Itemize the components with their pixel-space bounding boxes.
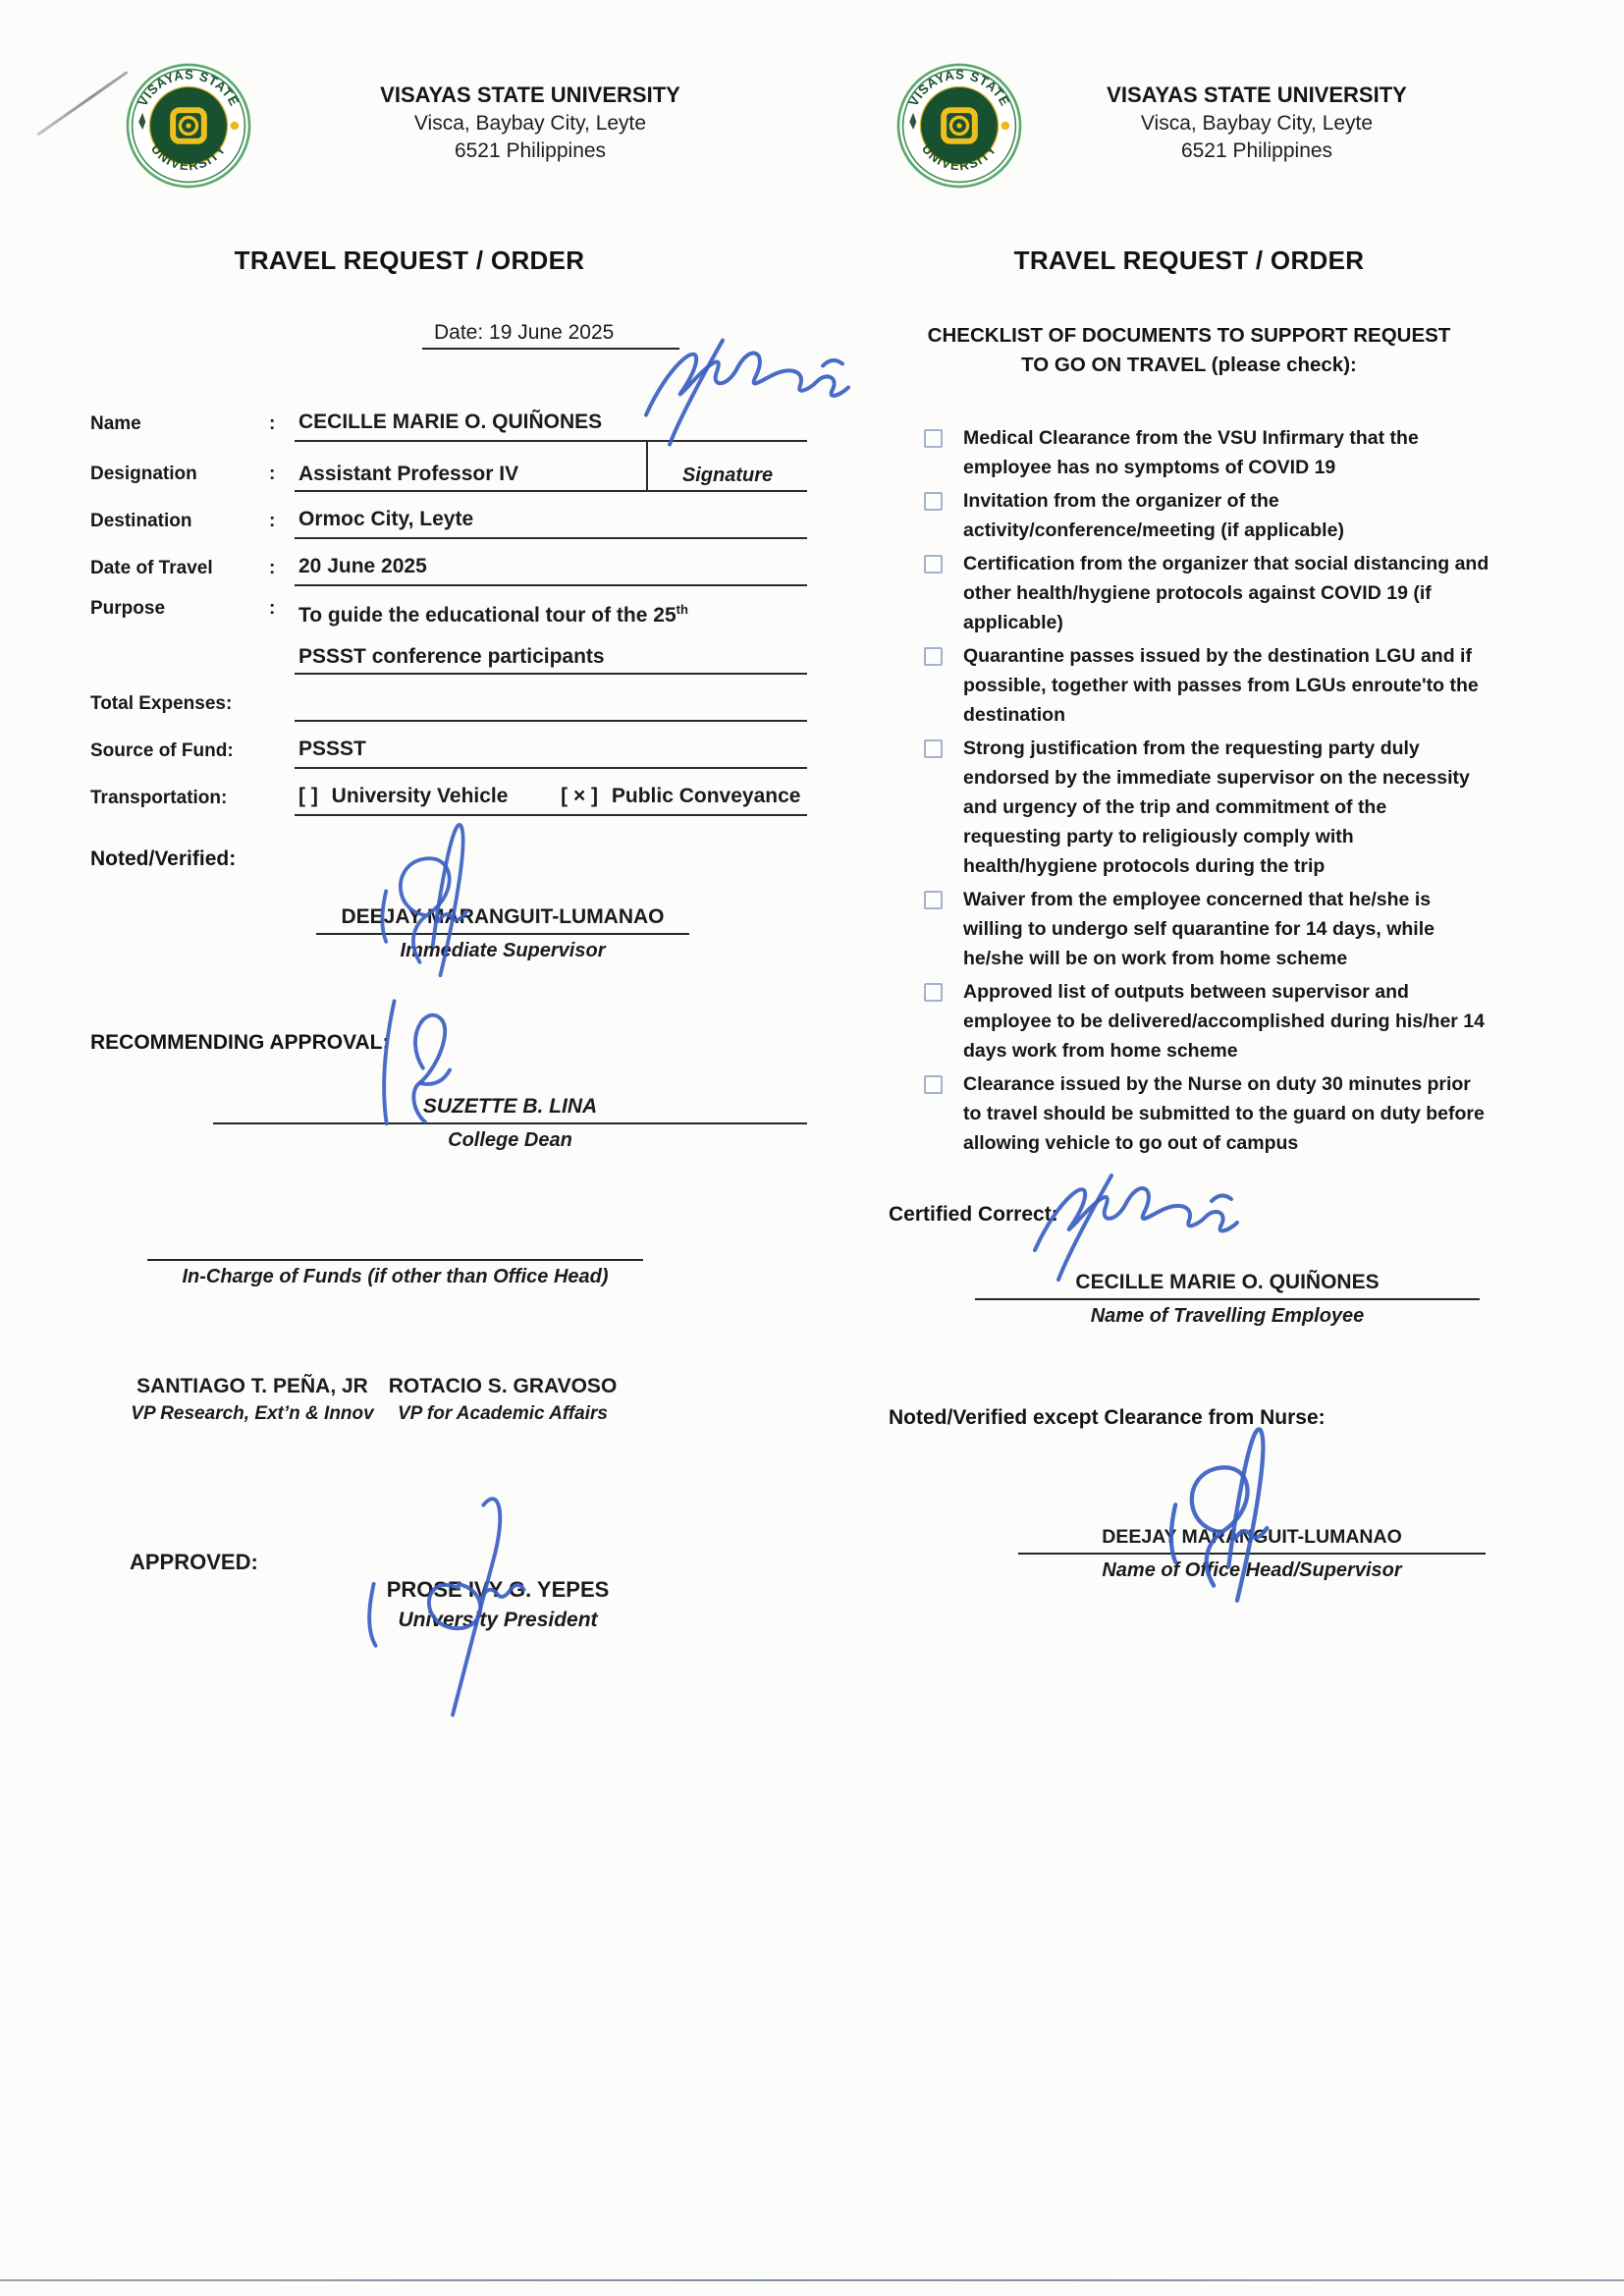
- vsu-seal-logo: [124, 61, 253, 191]
- date-field: Date: 19 June 2025: [422, 321, 679, 350]
- certified-correct-label: Certified Correct:: [889, 1203, 1058, 1226]
- checklist-item: Invitation from the organizer of the activity/conference/meeting (if applicable): [924, 486, 1489, 545]
- checklist-item: Certification from the organizer that social distancing and other health/hygiene protocols against COVID 19 (if applicable): [924, 549, 1489, 637]
- colon: :: [269, 464, 276, 484]
- right-header: [889, 61, 1489, 191]
- university-postal: 6521 Philippines: [1180, 139, 1333, 162]
- president-signature: [360, 1484, 547, 1729]
- colon: :: [269, 413, 276, 434]
- letterhead: [1024, 61, 1489, 163]
- university-address: Visca, Baybay City, Leyte: [413, 112, 647, 135]
- checklist-item: Strong justification from the requesting party duly endorsed by the immediate supervisor on the necessity and urgency of the trip and commitment of the requesting party to religiously comply with health/hygiene protocols during the trip: [924, 734, 1489, 881]
- checklist-heading: CHECKLIST OF DOCUMENTS TO SUPPORT REQUEST TO GO ON TRAVEL (please check):: [927, 324, 1451, 376]
- transportation-label: Transportation:: [90, 788, 228, 808]
- source-of-fund-label: Source of Fund:: [90, 740, 234, 761]
- university-postal: 6521 Philippines: [454, 139, 607, 162]
- checkbox-icon: [924, 429, 943, 448]
- funds-in-charge-block: [147, 1246, 643, 1288]
- name-label: Name: [90, 413, 141, 434]
- university-name: VISAYAS STATE UNIVERSITY: [1107, 82, 1407, 107]
- university-vehicle-checkbox: [ ]: [298, 785, 318, 807]
- funds-title: In-Charge of Funds (if other than Office Head): [182, 1266, 609, 1287]
- noted-verified-label: Noted/Verified:: [90, 847, 237, 870]
- president-title: University President: [398, 1609, 598, 1631]
- form-title: TRAVEL REQUEST / ORDER: [1013, 246, 1365, 275]
- employee-signature-block: [975, 1270, 1480, 1328]
- vp-row: [90, 1375, 807, 1444]
- field-row-transportation: [90, 769, 807, 816]
- checklist-item: Clearance issued by the Nurse on duty 30 minutes prior to travel should be submitted to the guard on duty before allowing vehicle to go out of campus: [924, 1069, 1489, 1158]
- colon: :: [269, 511, 276, 531]
- total-expenses-value: [295, 690, 807, 722]
- funds-signature-line: [147, 1246, 643, 1261]
- field-row-source-of-fund: [90, 722, 807, 769]
- field-row-designation: [90, 442, 807, 492]
- checklist-item: Approved list of outputs between supervisor and employee to be delivered/accomplished during his/her 14 days work from home scheme: [924, 977, 1489, 1066]
- purpose-value-line1: To guide the educational tour of the 25th: [298, 602, 688, 627]
- dean-title: College Dean: [448, 1129, 572, 1151]
- scan-edge-artifact: [0, 2279, 1624, 2281]
- field-row-total-expenses: [90, 675, 807, 722]
- checkbox-icon: [924, 891, 943, 909]
- checklist-item: Quarantine passes issued by the destination LGU and if possible, together with passes from LGUs enroute'to the destination: [924, 641, 1489, 730]
- public-conveyance-checkbox: [ × ]: [561, 785, 599, 807]
- field-row-name: [90, 395, 807, 442]
- dean-signature-block: [213, 1094, 807, 1152]
- dean-name: SUZETTE B. LINA: [213, 1094, 807, 1124]
- right-page: [889, 61, 1489, 1582]
- supervisor-signature-block: [316, 904, 689, 962]
- source-of-fund-value: PSSST: [295, 738, 807, 769]
- vp-academic-block: [341, 1375, 665, 1425]
- checkbox-icon: [924, 647, 943, 666]
- total-expenses-label: Total Expenses:: [90, 693, 233, 714]
- supervisor-name: DEEJAY MARANGUIT-LUMANAO: [316, 904, 689, 935]
- designation-label: Designation: [90, 464, 197, 484]
- president-signature-block: [292, 1577, 704, 1632]
- office-head-signature: [1161, 1396, 1288, 1632]
- designation-value: Assistant Professor IV: [295, 463, 646, 492]
- approved-label: APPROVED:: [130, 1550, 258, 1574]
- university-name: VISAYAS STATE UNIVERSITY: [380, 82, 680, 107]
- checkbox-icon: [924, 1075, 943, 1094]
- office-head-title: Name of Office Head/Supervisor: [1102, 1559, 1402, 1581]
- signature-cell-label: Signature: [646, 442, 807, 492]
- checkbox-icon: [924, 739, 943, 758]
- date-of-travel-label: Date of Travel: [90, 558, 213, 578]
- form-title: TRAVEL REQUEST / ORDER: [234, 246, 585, 275]
- date-of-travel-value: 20 June 2025: [295, 555, 807, 586]
- vp-academic-name: ROTACIO S. GRAVOSO: [388, 1375, 618, 1397]
- colon: :: [269, 558, 276, 578]
- office-head-name: DEEJAY MARANGUIT-LUMANAO: [1018, 1524, 1486, 1555]
- supervisor-title: Immediate Supervisor: [400, 940, 606, 961]
- vp-academic-title: VP for Academic Affairs: [397, 1403, 608, 1424]
- document-checklist: [924, 423, 1489, 1158]
- checkbox-icon: [924, 492, 943, 511]
- field-row-purpose: [90, 586, 807, 675]
- recommending-approval-label: RECOMMENDING APPROVAL:: [90, 1031, 390, 1054]
- president-name: PROSE IVY G. YEPES: [386, 1577, 610, 1602]
- office-head-signature-block: [1018, 1524, 1486, 1582]
- colon: :: [269, 598, 276, 619]
- public-conveyance-option: Public Conveyance: [611, 785, 801, 807]
- employee-name: CECILLE MARIE O. QUIÑONES: [975, 1270, 1480, 1300]
- purpose-label: Purpose: [90, 598, 166, 619]
- name-value: CECILLE MARIE O. QUIÑONES: [295, 410, 807, 442]
- vp-research-title: VP Research, Ext’n & Innov: [131, 1403, 374, 1424]
- transportation-value: [295, 785, 807, 816]
- vsu-seal-logo: [894, 61, 1024, 191]
- checkbox-icon: [924, 983, 943, 1002]
- noted-verified-except-label: Noted/Verified except Clearance from Nurse:: [889, 1406, 1326, 1429]
- supervisor-signature: [370, 801, 488, 998]
- approved-section: [90, 1534, 807, 1691]
- field-row-date-of-travel: [90, 539, 807, 586]
- destination-label: Destination: [90, 511, 192, 531]
- field-row-destination: [90, 492, 807, 539]
- employee-title: Name of Travelling Employee: [1090, 1305, 1365, 1327]
- university-vehicle-option: University Vehicle: [331, 785, 509, 807]
- left-header: [90, 61, 807, 191]
- purpose-value-line2: PSSST conference participants: [295, 629, 807, 675]
- checklist-item: Medical Clearance from the VSU Infirmary that the employee has no symptoms of COVID 19: [924, 423, 1489, 482]
- checkbox-icon: [924, 555, 943, 574]
- checklist-item: Waiver from the employee concerned that he/she is willing to undergo self quarantine for 14 days, while he/she will be on work from home scheme: [924, 885, 1489, 973]
- university-address: Visca, Baybay City, Leyte: [1140, 112, 1374, 135]
- destination-value: Ormoc City, Leyte: [295, 508, 807, 539]
- request-fields: [90, 395, 807, 816]
- left-page: [90, 61, 807, 1691]
- letterhead: [253, 61, 807, 163]
- vp-research-name: SANTIAGO T. PEÑA, JR: [136, 1375, 368, 1397]
